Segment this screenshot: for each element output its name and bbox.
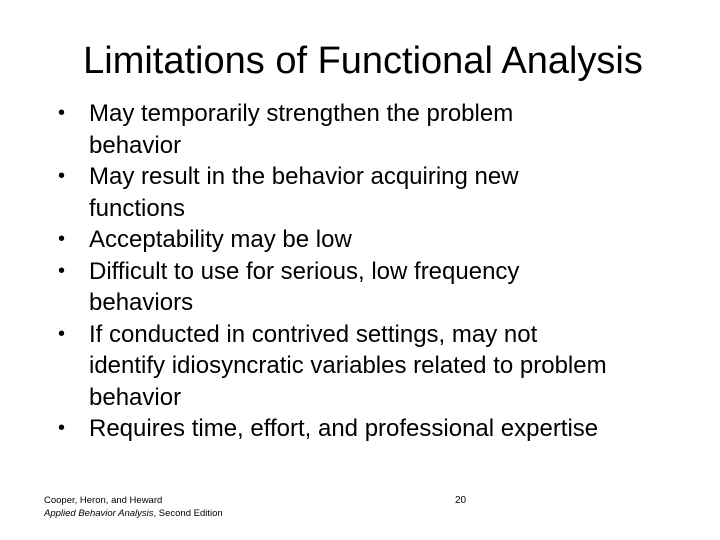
bullet-item bbox=[54, 256, 704, 319]
slide-title: Limitations of Functional Analysis bbox=[83, 40, 643, 82]
bullet-dot-icon: • bbox=[58, 417, 66, 439]
bullet-text-line: Requires time, effort, and professional expertise bbox=[89, 415, 599, 442]
page-number: 20 bbox=[455, 495, 467, 506]
bullet-dot-icon: • bbox=[58, 102, 66, 124]
bullet-dot-icon: • bbox=[58, 322, 66, 345]
bullet-text-line: behavior bbox=[89, 383, 182, 411]
citation-footer bbox=[44, 494, 223, 520]
bullet-dot-icon: • bbox=[58, 228, 66, 250]
bullet-text-line: Difficult to use for serious, low frequency bbox=[89, 257, 520, 285]
citation-edition: , Second Edition bbox=[153, 508, 223, 519]
bullet-item bbox=[54, 319, 704, 414]
bullet-dot-icon: • bbox=[58, 165, 66, 187]
bullet-item bbox=[54, 224, 704, 256]
bullet-list bbox=[54, 98, 704, 445]
bullet-item bbox=[54, 161, 704, 224]
bullet-text-line: functions bbox=[89, 194, 186, 222]
bullet-item bbox=[54, 98, 704, 161]
citation-authors: Cooper, Heron, and Heward bbox=[44, 495, 163, 506]
bullet-text-line: Acceptability may be low bbox=[89, 226, 352, 253]
bullet-text-line: May temporarily strengthen the problem bbox=[89, 100, 514, 127]
bullet-text-line: May result in the behavior acquiring new bbox=[89, 163, 519, 190]
bullet-text-line: behavior bbox=[89, 131, 182, 159]
bullet-dot-icon: • bbox=[58, 259, 66, 282]
citation-book-title: Applied Behavior Analysis bbox=[44, 508, 154, 519]
bullet-item bbox=[54, 413, 704, 445]
bullet-text-line: behaviors bbox=[89, 289, 194, 316]
bullet-text-line: identify idiosyncratic variables related to problem bbox=[89, 352, 607, 379]
bullet-text-line: If conducted in contrived settings, may not bbox=[89, 320, 538, 348]
citation-book-line bbox=[44, 507, 223, 520]
